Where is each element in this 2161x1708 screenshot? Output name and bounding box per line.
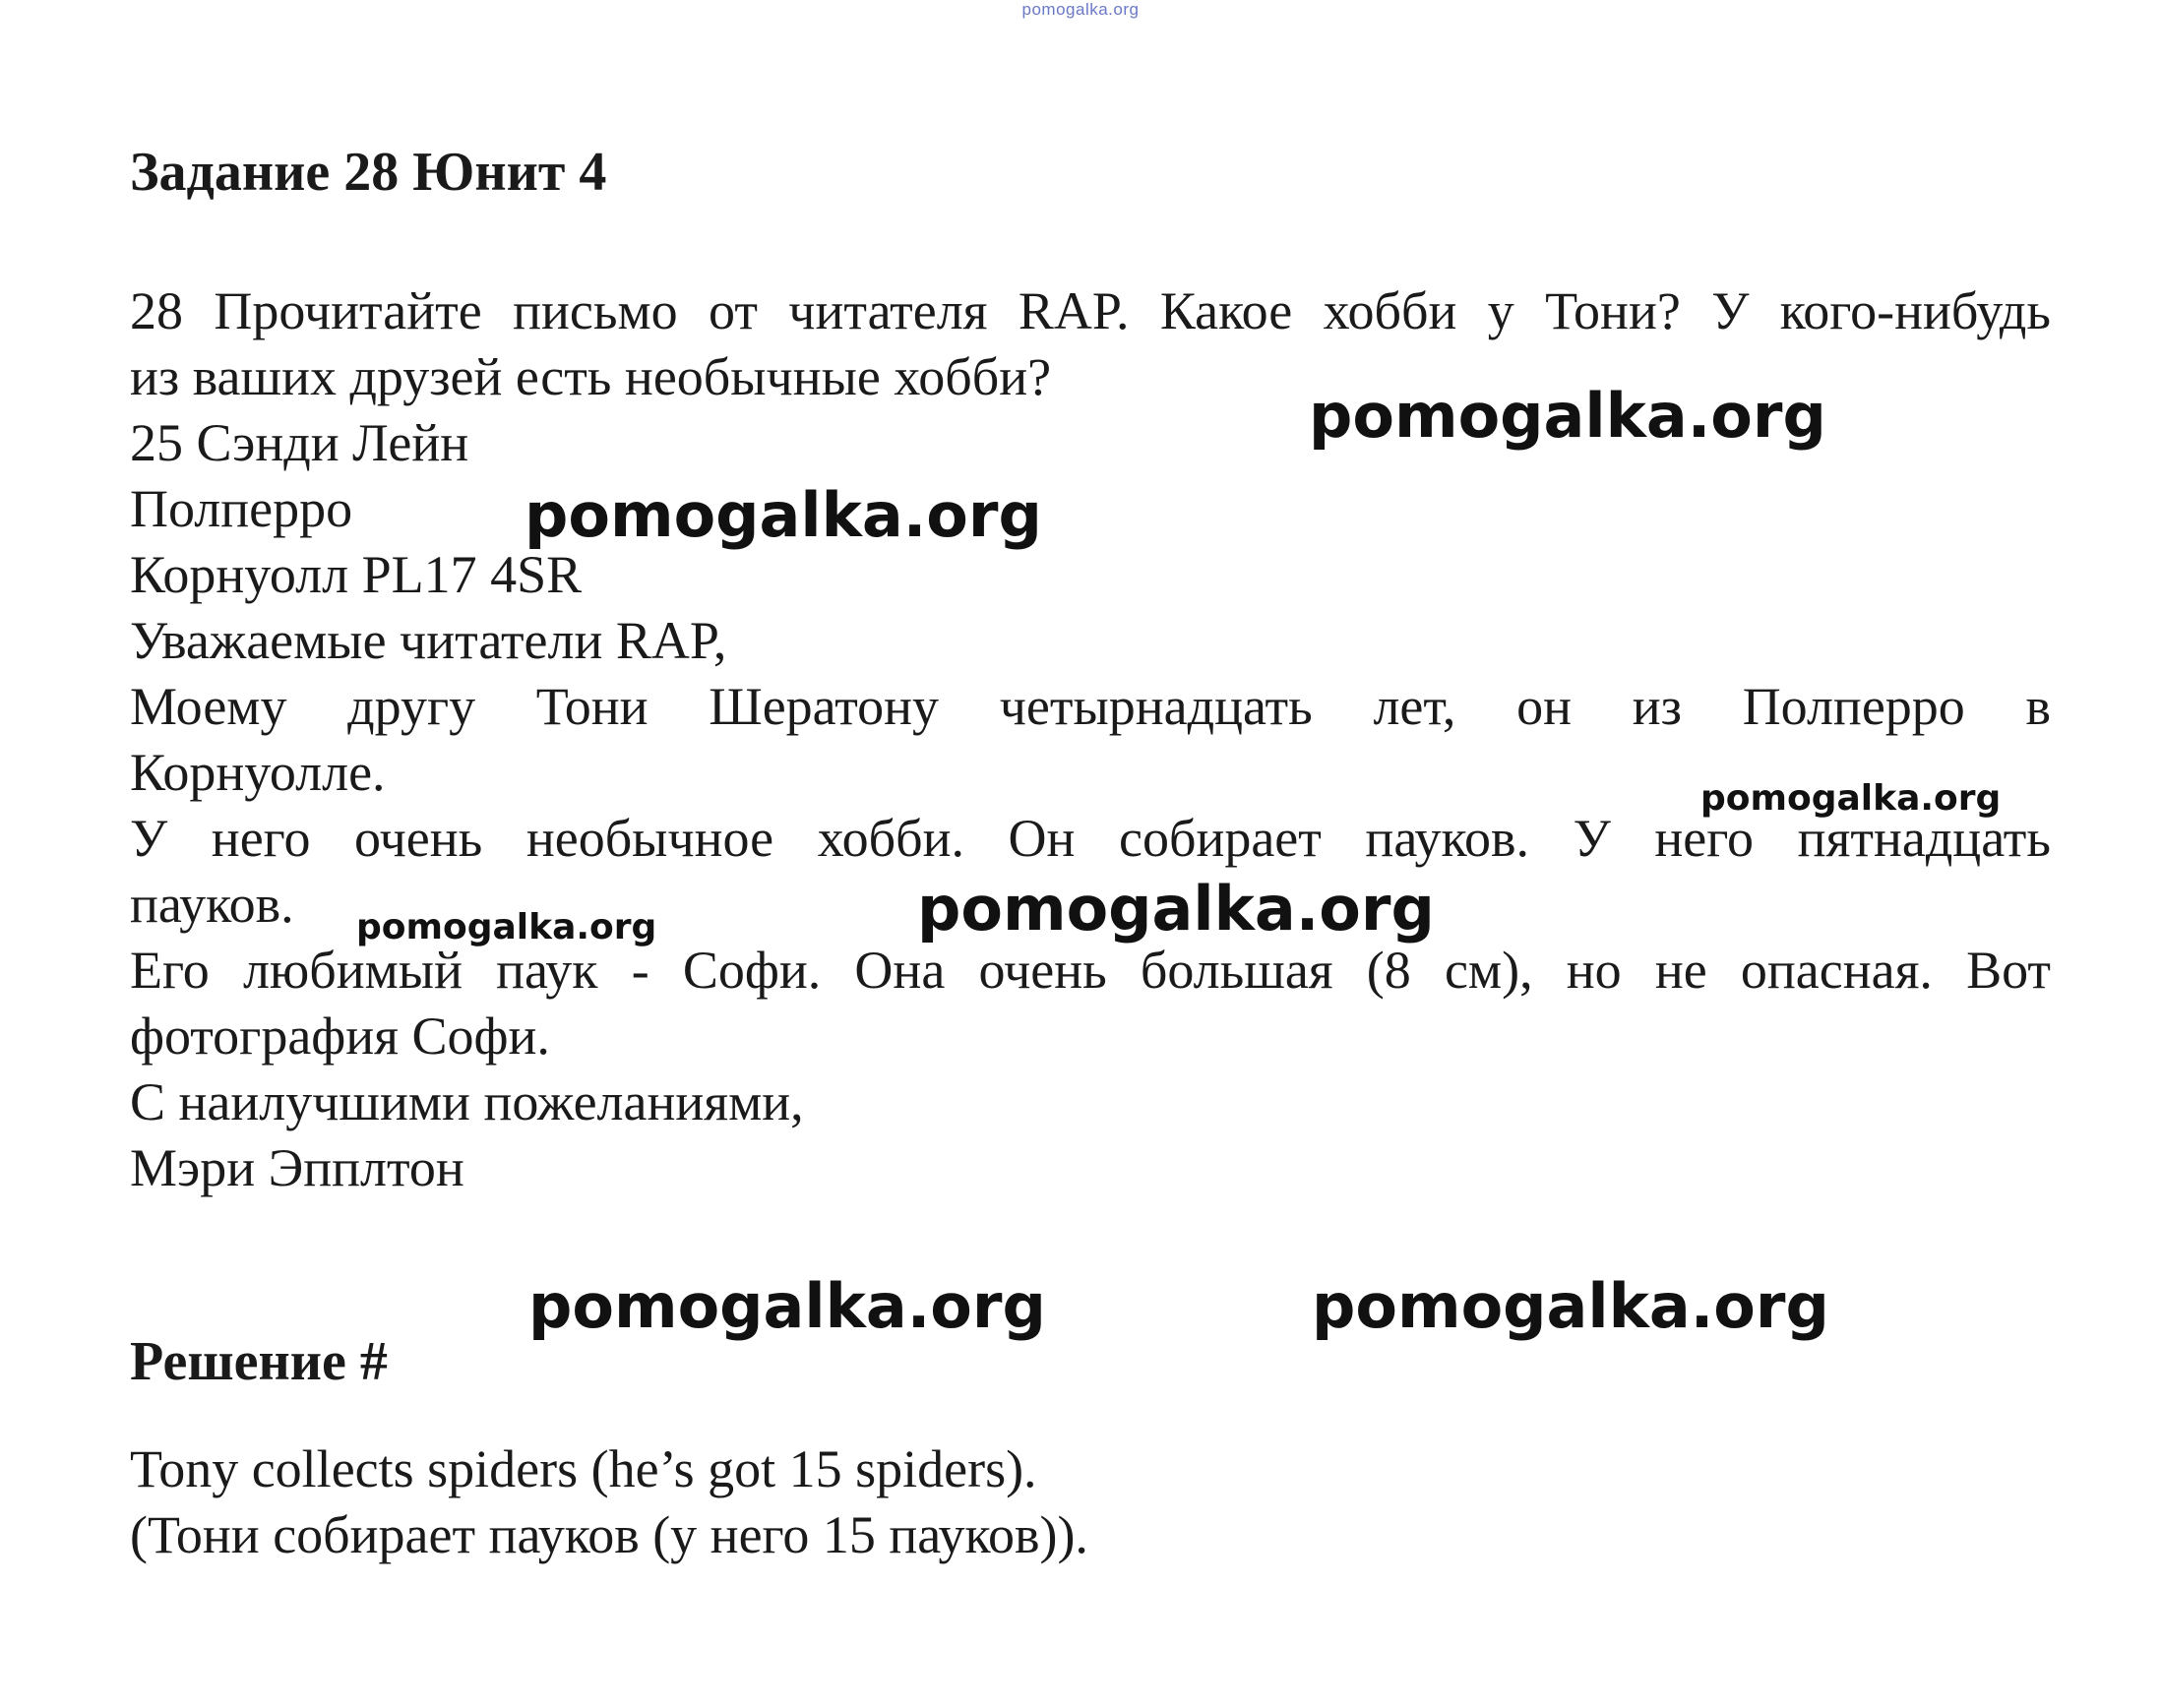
watermark: pomogalka.org [1312,1270,1829,1342]
watermark: pomogalka.org [917,873,1435,945]
solution-text [130,1436,2051,1568]
letter-line: Его любимый паук - Софи. Она очень большая (8 см), но не опасная. Вот [130,941,2051,1000]
solution-line: (Тони собирает пауков (у него 15 пауков)). [130,1505,1088,1564]
watermark: pomogalka.org [525,479,1042,551]
letter-line: пауков. [130,875,294,934]
watermark: pomogalka.org [356,907,657,947]
address-line: Корнуолл PL17 4SR [130,545,583,604]
letter-signature: Мэри Эпплтон [130,1138,464,1197]
letter-line: фотография Софи. [130,1006,550,1066]
letter-closing: С наилучшими пожеланиями, [130,1072,804,1131]
address-line: 25 Сэнди Лейн [130,413,469,472]
letter-line: Корнуолле. [130,743,386,802]
watermark: pomogalka.org [1309,380,1826,452]
letter-greeting: Уважаемые читатели RAP, [130,611,727,670]
watermark: pomogalka.org [1700,778,2002,819]
letter-line: Моему другу Тони Шератону четырнадцать лет, он из Полперро в [130,677,2051,736]
solution-line: Tony collects spiders (he’s got 15 spiders). [130,1439,1037,1498]
page-title: Задание 28 Юнит 4 [130,142,607,203]
task-line: из ваших друзей есть необычные хобби? [130,347,1052,406]
site-mark: pomogalka.org [1021,0,1140,19]
letter-line: У него очень необычное хобби. Он собирает пауков. У него пятнадцать [130,809,2051,868]
task-line: 28 Прочитайте письмо от читателя RAP. Какое хобби у Тони? У кого-нибудь [130,281,2051,340]
watermark: pomogalka.org [528,1270,1046,1342]
address-line: Полперро [130,479,353,538]
solution-heading: Решение # [130,1331,388,1392]
